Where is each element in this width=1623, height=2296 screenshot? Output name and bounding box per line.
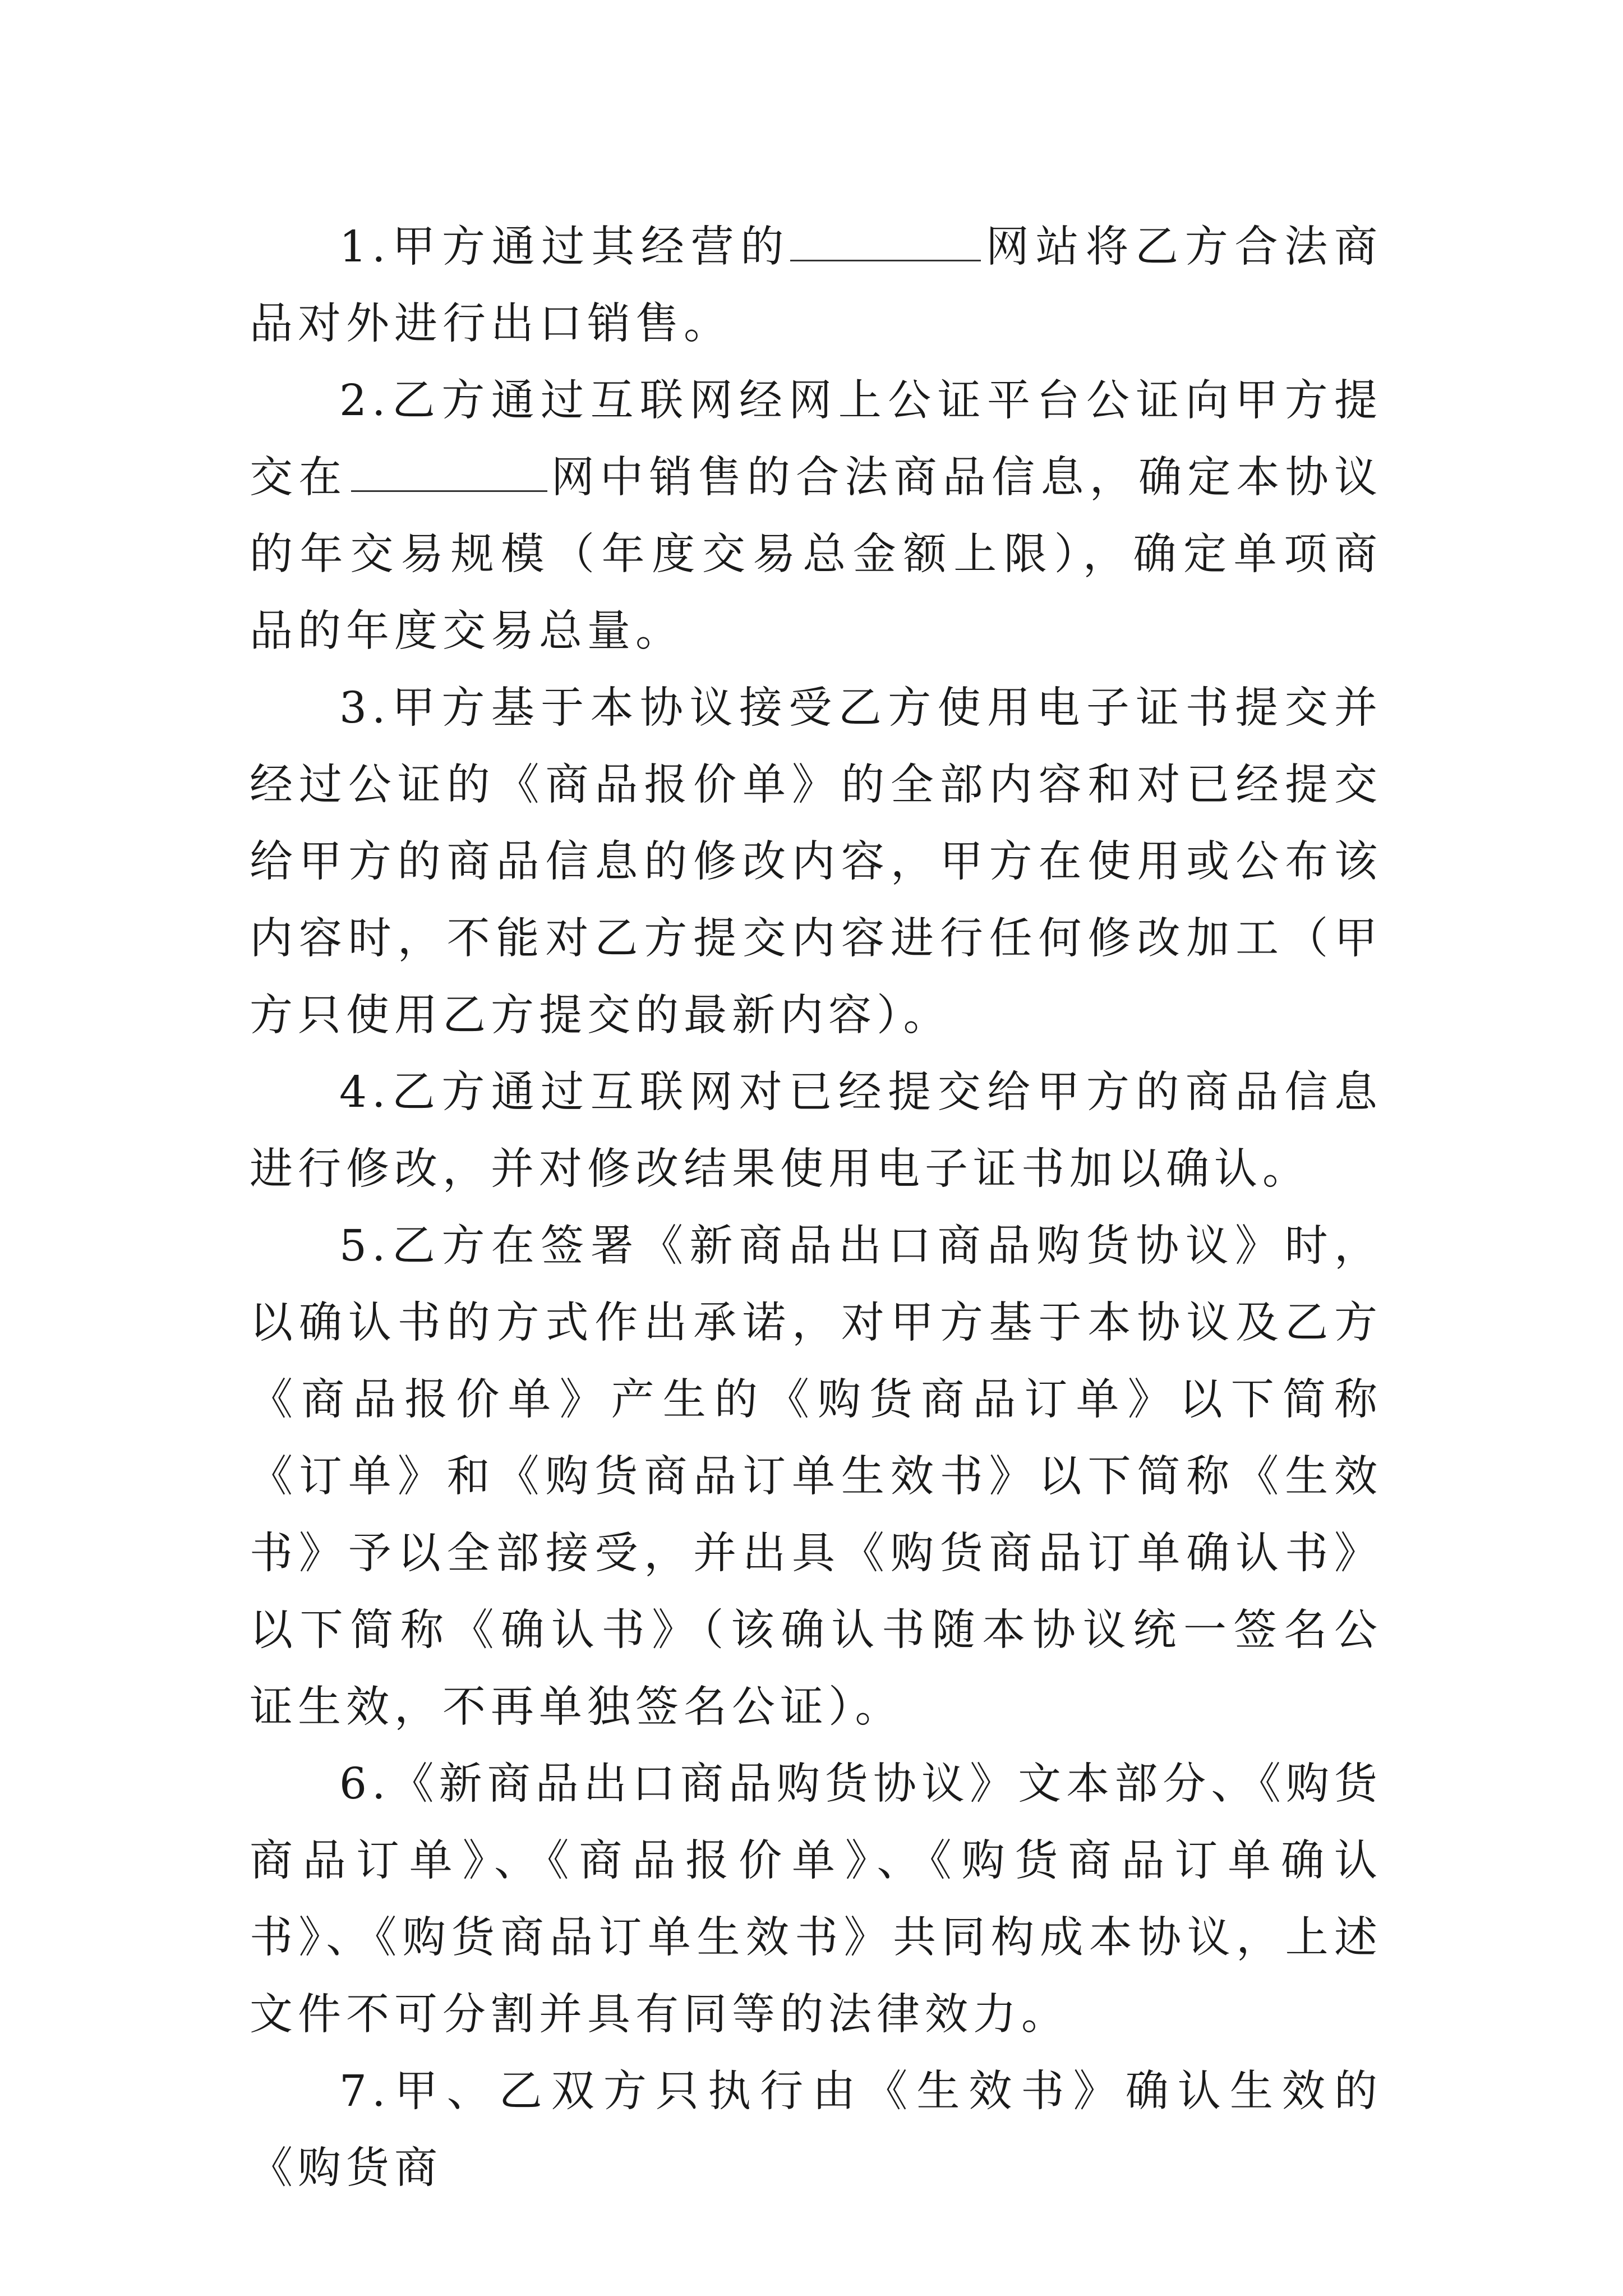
clause-4	[250, 1054, 1382, 1208]
clause-6-text: 6.《新商品出口商品购货协议》文本部分、《购货商品订单》、《商品报价单》、《购货商品订单确认书》、《购货商品订单生效书》共同构成本协议，上述文件不可分割并具有同等的法律效力。	[250, 1759, 1382, 2040]
clause-2	[250, 362, 1382, 670]
network-name-blank	[351, 457, 547, 492]
clause-3-text: 3.甲方基于本协议接受乙方使用电子证书提交并经过公证的《商品报价单》的全部内容和对已经提交给甲方的商品信息的修改内容，甲方在使用或公布该内容时，不能对乙方提交内容进行任何修改加工（甲方只使用乙方提交的最新内容）。	[250, 683, 1382, 1041]
clause-6	[250, 1746, 1382, 2053]
clause-1	[250, 209, 1382, 362]
clause-4-text: 4.乙方通过互联网对已经提交给甲方的商品信息进行修改，并对修改结果使用电子证书加以确认。	[250, 1068, 1382, 1194]
clause-5-text: 5.乙方在签署《新商品出口商品购货协议》时，以确认书的方式作出承诺，对甲方基于本协议及乙方《商品报价单》产生的《购货商品订单》以下简称《订单》和《购货商品订单生效书》以下简称《生效书》予以全部接受，并出具《购货商品订单确认书》以下简称《确认书》（该确认书随本协议统一签名公证生效，不再单独签名公证）。	[250, 1221, 1382, 1732]
document-body	[250, 209, 1382, 2207]
clause-7	[250, 2053, 1382, 2207]
clause-2-text-b: 网中销售的合法商品信息，确定本协议的年交易规模（年度交易总金额上限），确定单项商品的年度交易总量。	[250, 453, 1383, 656]
website-name-blank	[790, 226, 981, 261]
clause-2-text-a: 2.乙方通过互联网经网上公证平台公证向甲方提交在	[250, 376, 1382, 503]
clause-7-text: 7.甲、乙双方只执行由《生效书》确认生效的《购货商	[250, 2067, 1382, 2193]
clause-5	[250, 1208, 1382, 1746]
clause-1-text-a: 1.甲方通过其经营的	[339, 222, 791, 272]
clause-3	[250, 670, 1382, 1054]
clause-1-text-b: 网站将乙方合法商品对外进行出口销售。	[250, 222, 1383, 349]
